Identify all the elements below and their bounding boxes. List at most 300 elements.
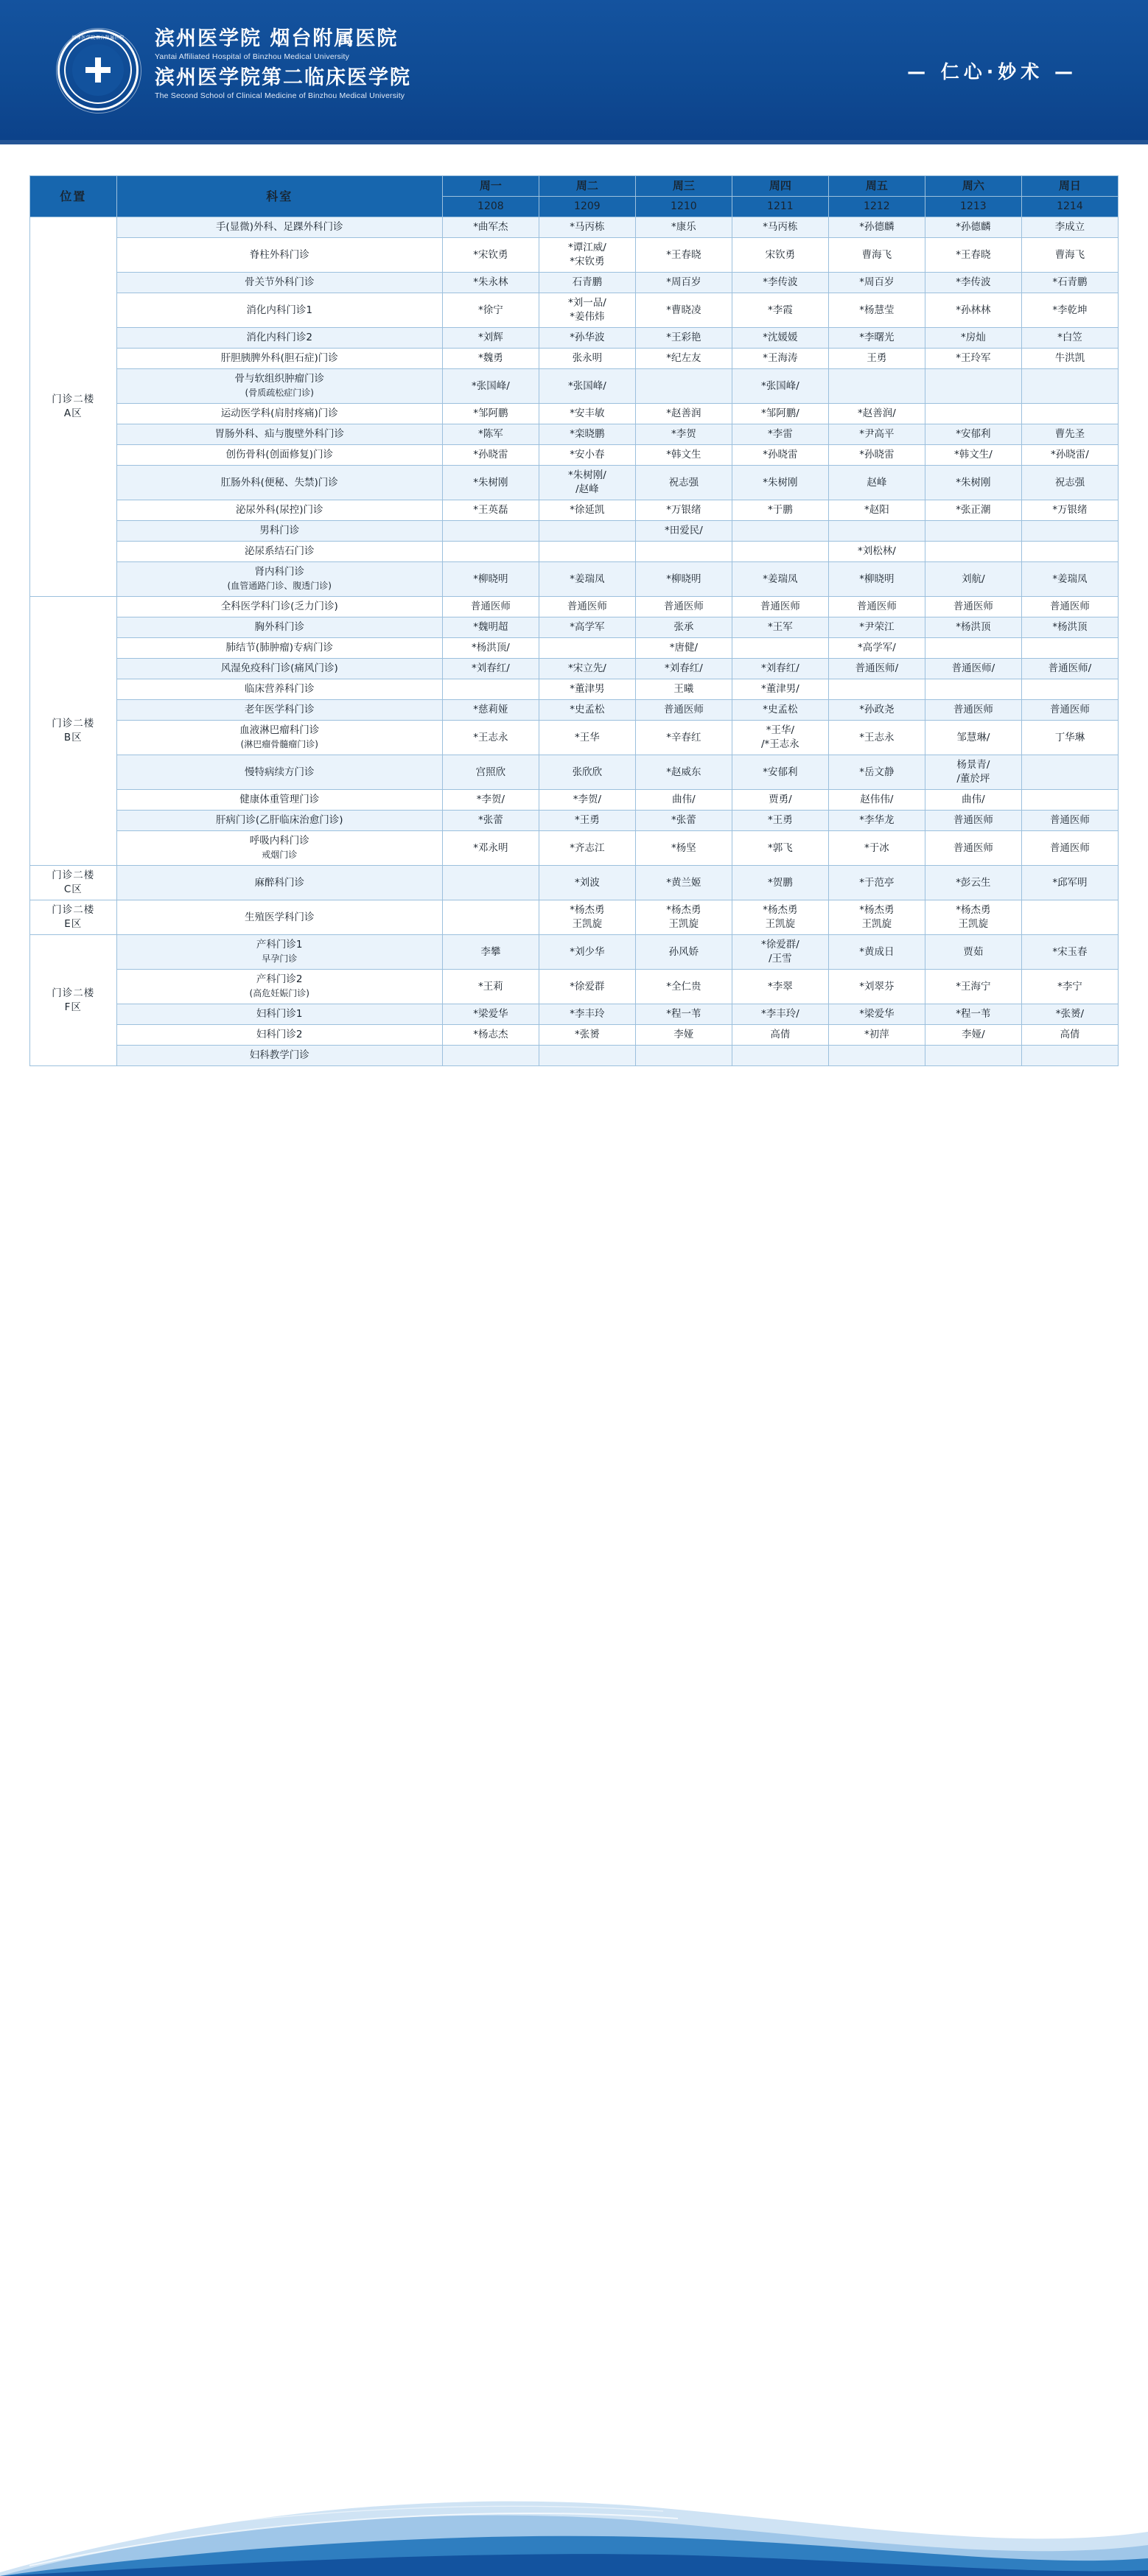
schedule-cell [828,369,925,404]
schedule-cell: *慈莉娅 [442,700,539,721]
schedule-cell: *安郁利 [732,755,828,790]
schedule-cell [1021,521,1118,542]
schedule-cell [539,542,635,562]
table-row [30,500,1119,521]
schedule-cell [1021,679,1118,700]
schedule-cell: *孙德麟 [828,217,925,238]
schedule-cell: *刘春红/ [635,659,732,679]
schedule-cell: *孙林林 [925,293,1021,328]
schedule-cell: *孙德麟 [925,217,1021,238]
header-day-6: 周日 [1021,176,1118,197]
table-row [30,617,1119,638]
schedule-cell [442,900,539,935]
schedule-cell: *杨志杰 [442,1025,539,1046]
schedule-cell: *孙政尧 [828,700,925,721]
schedule-cell: *赵威东 [635,755,732,790]
schedule-cell: 普通医师 [635,597,732,617]
schedule-cell: 李娅/ [925,1025,1021,1046]
department-name: 产科门诊1 早孕门诊 [116,935,442,970]
schedule-cell: *安丰敏 [539,404,635,424]
schedule-cell: *史孟松 [539,700,635,721]
department-name: 胸外科门诊 [116,617,442,638]
schedule-cell: *高学军 [539,617,635,638]
department-name: 慢特病续方门诊 [116,755,442,790]
schedule-cell [1021,369,1118,404]
department-name: 泌尿外科(尿控)门诊 [116,500,442,521]
schedule-cell: 普通医师/ [1021,659,1118,679]
schedule-cell: *贺鹏 [732,866,828,900]
schedule-cell: *杨杰勇 王凯旋 [635,900,732,935]
department-name: 风湿免疫科门诊(痛风门诊) [116,659,442,679]
zone-label: 门诊二楼 E区 [30,900,117,935]
header-date-5: 1213 [925,197,1021,217]
schedule-cell: *杨洪顶 [925,617,1021,638]
table-row [30,1025,1119,1046]
schedule-cell: *张赟 [539,1025,635,1046]
schedule-cell [925,638,1021,659]
schedule-cell: 曹先圣 [1021,424,1118,445]
schedule-cell: 普通医师 [1021,597,1118,617]
schedule-cell: *张蕾 [442,811,539,831]
schedule-cell: 刘航/ [925,562,1021,597]
schedule-cell: *王英磊 [442,500,539,521]
schedule-cell: 杨景青/ /董於坪 [925,755,1021,790]
schedule-cell: *王海宁 [925,970,1021,1004]
schedule-cell: 高倩 [732,1025,828,1046]
schedule-cell: *王玲军 [925,349,1021,369]
schedule-cell: *杨洪顶/ [442,638,539,659]
schedule-cell [732,638,828,659]
zone-label: 门诊二楼 A区 [30,217,117,597]
schedule-cell: *孙晓雷/ [1021,445,1118,466]
schedule-cell: 王曦 [635,679,732,700]
department-name: 妇科门诊1 [116,1004,442,1025]
schedule-cell: *梁爱华 [442,1004,539,1025]
schedule-cell: *董津男/ [732,679,828,700]
schedule-cell [442,542,539,562]
schedule-cell: 高倩 [1021,1025,1118,1046]
table-row [30,900,1119,935]
schedule-cell: *杨杰勇 王凯旋 [732,900,828,935]
schedule-cell: *王勇 [732,811,828,831]
schedule-cell: 普通医师/ [925,659,1021,679]
department-name: 肛肠外科(便秘、失禁)门诊 [116,466,442,500]
schedule-cell: 普通医师 [925,811,1021,831]
schedule-cell: *刘松林/ [828,542,925,562]
schedule-cell: *魏明超 [442,617,539,638]
department-name: 肝病门诊(乙肝临床治愈门诊) [116,811,442,831]
header-date-1: 1209 [539,197,635,217]
department-name: 消化内科门诊1 [116,293,442,328]
schedule-cell: *李传波 [925,273,1021,293]
department-name: 产科门诊2 (高危妊娠门诊) [116,970,442,1004]
schedule-cell: *张国峰/ [539,369,635,404]
schedule-cell: *王勇 [539,811,635,831]
table-row [30,328,1119,349]
schedule-cell: *刘波 [539,866,635,900]
schedule-cell: 普通医师 [442,597,539,617]
schedule-cell: *韩文生/ [925,445,1021,466]
schedule-cell: *刘辉 [442,328,539,349]
schedule-cell: *李翠 [732,970,828,1004]
department-name: 生殖医学科门诊 [116,900,442,935]
table-row [30,970,1119,1004]
schedule-cell: *程一苇 [635,1004,732,1025]
schedule-table [29,175,1119,1066]
schedule-cell: *李丰玲/ [732,1004,828,1025]
schedule-cell: *姜瑞凤 [1021,562,1118,597]
schedule-cell: *刘翠芬 [828,970,925,1004]
schedule-cell: 赵伟伟/ [828,790,925,811]
table-row [30,1004,1119,1025]
schedule-cell: 祝志强 [1021,466,1118,500]
department-name: 消化内科门诊2 [116,328,442,349]
schedule-cell [442,866,539,900]
schedule-cell: *李曙光 [828,328,925,349]
header-date-2: 1210 [635,197,732,217]
schedule-cell: *张正潮 [925,500,1021,521]
table-row [30,562,1119,597]
header-position: 位置 [30,176,117,217]
schedule-cell: *李宁 [1021,970,1118,1004]
table-row [30,659,1119,679]
department-name: 妇科门诊2 [116,1025,442,1046]
department-name: 血液淋巴瘤科门诊 (淋巴瘤骨髓瘤门诊) [116,721,442,755]
schedule-cell: *田爱民/ [635,521,732,542]
schedule-cell: 普通医师 [635,700,732,721]
table-row [30,638,1119,659]
schedule-cell: *李贺/ [539,790,635,811]
schedule-cell: 张永明 [539,349,635,369]
schedule-cell [732,1046,828,1066]
schedule-cell: 李攀 [442,935,539,970]
schedule-cell: *宋立先/ [539,659,635,679]
schedule-cell: *安小春 [539,445,635,466]
schedule-cell: *谭江威/ *宋钦勇 [539,238,635,273]
schedule-table-wrapper [0,144,1148,1066]
department-name: 手(显微)外科、足踝外科门诊 [116,217,442,238]
schedule-cell: *尹荣江 [828,617,925,638]
schedule-cell [539,521,635,542]
schedule-cell: 普通医师 [925,700,1021,721]
schedule-cell [1021,638,1118,659]
page-header [0,0,1148,144]
schedule-cell: *李丰玲 [539,1004,635,1025]
schedule-cell [925,369,1021,404]
schedule-cell [1021,755,1118,790]
schedule-cell [828,679,925,700]
schedule-cell: 贾茹 [925,935,1021,970]
department-name: 男科门诊 [116,521,442,542]
schedule-cell: 李成立 [1021,217,1118,238]
schedule-cell: *朱永林 [442,273,539,293]
schedule-cell: *万银绪 [635,500,732,521]
schedule-cell: *张蕾 [635,811,732,831]
schedule-cell: *刘春红/ [732,659,828,679]
table-row [30,811,1119,831]
schedule-cell: 孙风娇 [635,935,732,970]
schedule-cell: *赵阳 [828,500,925,521]
header-day-5: 周六 [925,176,1021,197]
schedule-cell: *李传波 [732,273,828,293]
schedule-cell: 普通医师 [828,597,925,617]
schedule-cell: *曹晓凌 [635,293,732,328]
schedule-cell: *彭云生 [925,866,1021,900]
schedule-cell: *张赟/ [1021,1004,1118,1025]
schedule-cell: 普通医师 [1021,811,1118,831]
department-name: 肝胆胰脾外科(胆石症)门诊 [116,349,442,369]
schedule-cell: *房灿 [925,328,1021,349]
header-date-0: 1208 [442,197,539,217]
department-name: 创伤骨科(创面修复)门诊 [116,445,442,466]
table-row [30,679,1119,700]
header-day-3: 周四 [732,176,828,197]
schedule-cell: *王军 [732,617,828,638]
schedule-cell [1021,404,1118,424]
schedule-cell: *程一苇 [925,1004,1021,1025]
footer-decoration [0,2421,1148,2576]
schedule-cell: 普通医师 [1021,700,1118,721]
table-head [30,176,1119,217]
schedule-cell: *杨坚 [635,831,732,866]
table-row [30,238,1119,273]
schedule-cell [1021,1046,1118,1066]
schedule-cell: *徐延凯 [539,500,635,521]
schedule-cell: *周百岁 [635,273,732,293]
schedule-cell [442,1046,539,1066]
schedule-cell: 石青鹏 [539,273,635,293]
schedule-cell: 曲伟/ [925,790,1021,811]
department-name: 脊柱外科门诊 [116,238,442,273]
schedule-cell: *杨杰勇 王凯旋 [539,900,635,935]
department-name: 麻醉科门诊 [116,866,442,900]
table-row [30,369,1119,404]
schedule-cell: *宋玉春 [1021,935,1118,970]
schedule-cell [635,1046,732,1066]
table-row [30,790,1119,811]
schedule-cell: *邹阿鹏/ [732,404,828,424]
header-day-2: 周三 [635,176,732,197]
table-row [30,866,1119,900]
department-name: 运动医学科(肩肘疼痛)门诊 [116,404,442,424]
schedule-cell: *尹高平 [828,424,925,445]
schedule-cell: *王华/ /*王志永 [732,721,828,755]
schedule-cell: *徐爱群 [539,970,635,1004]
schedule-cell: *李雷 [732,424,828,445]
schedule-cell: *李霞 [732,293,828,328]
schedule-cell [635,369,732,404]
schedule-cell [442,679,539,700]
schedule-cell: *纪左友 [635,349,732,369]
schedule-cell [539,638,635,659]
schedule-cell: *马丙栋 [539,217,635,238]
schedule-cell [925,521,1021,542]
schedule-cell: *王春晓 [635,238,732,273]
schedule-cell: *杨慧莹 [828,293,925,328]
department-name: 临床营养科门诊 [116,679,442,700]
table-row [30,755,1119,790]
table-row [30,349,1119,369]
schedule-cell: *黄兰姬 [635,866,732,900]
schedule-cell: *朱树刚 [925,466,1021,500]
schedule-cell: 李娅 [635,1025,732,1046]
department-name: 骨与软组织肿瘤门诊 (骨质疏松症门诊) [116,369,442,404]
schedule-cell [1021,900,1118,935]
schedule-cell: *邓永明 [442,831,539,866]
schedule-cell: 牛洪凯 [1021,349,1118,369]
schedule-cell: 张承 [635,617,732,638]
schedule-cell [635,542,732,562]
table-row [30,466,1119,500]
header-titles [155,27,411,102]
schedule-cell: 赵峰 [828,466,925,500]
schedule-cell: 邹慧琳/ [925,721,1021,755]
schedule-cell: *孙晓雷 [732,445,828,466]
schedule-cell [925,404,1021,424]
table-row [30,597,1119,617]
department-name: 骨关节外科门诊 [116,273,442,293]
schedule-cell: *孙晓雷 [828,445,925,466]
schedule-cell: *柳晓明 [442,562,539,597]
schedule-cell: *李乾坤 [1021,293,1118,328]
schedule-cell [1021,790,1118,811]
header-day-1: 周二 [539,176,635,197]
schedule-cell: *杨杰勇 王凯旋 [925,900,1021,935]
schedule-cell: *于范亭 [828,866,925,900]
table-row [30,404,1119,424]
schedule-cell: 祝志强 [635,466,732,500]
schedule-cell: *赵善润 [635,404,732,424]
schedule-cell: *史孟松 [732,700,828,721]
schedule-cell: *徐宁 [442,293,539,328]
schedule-cell: 曹海飞 [1021,238,1118,273]
department-name: 老年医学科门诊 [116,700,442,721]
schedule-cell: *万银绪 [1021,500,1118,521]
schedule-cell: *齐志江 [539,831,635,866]
zone-label: 门诊二楼 C区 [30,866,117,900]
schedule-cell: 宫照欣 [442,755,539,790]
schedule-cell: *王彩艳 [635,328,732,349]
schedule-cell: *柳晓明 [828,562,925,597]
schedule-cell: 普通医师/ [828,659,925,679]
schedule-cell: *曲军杰 [442,217,539,238]
hospital-name-en: Yantai Affiliated Hospital of Binzhou Medical University [155,52,350,61]
schedule-cell: 丁华琳 [1021,721,1118,755]
schedule-cell: 普通医师 [925,831,1021,866]
header-day-4: 周五 [828,176,925,197]
table-row [30,935,1119,970]
table-body [30,217,1119,1066]
schedule-cell: *郭飞 [732,831,828,866]
schedule-cell: *石青鹏 [1021,273,1118,293]
schedule-cell [925,542,1021,562]
header-department: 科室 [116,176,442,217]
department-name: 健康体重管理门诊 [116,790,442,811]
table-row [30,445,1119,466]
table-row [30,521,1119,542]
schedule-cell: *王华 [539,721,635,755]
header-date-6: 1214 [1021,197,1118,217]
schedule-cell: *刘少华 [539,935,635,970]
schedule-cell: 王勇 [828,349,925,369]
schedule-cell: *沈媛媛 [732,328,828,349]
schedule-cell: 普通医师 [539,597,635,617]
schedule-cell: *张国峰/ [732,369,828,404]
schedule-cell: *黄成日 [828,935,925,970]
hospital-logo-icon [57,29,139,111]
table-row [30,831,1119,866]
department-name: 胃肠外科、疝与腹壁外科门诊 [116,424,442,445]
schedule-cell: *王海涛 [732,349,828,369]
schedule-cell: *宋钦勇 [442,238,539,273]
schedule-cell: 曲伟/ [635,790,732,811]
schedule-cell: *栾晓鹏 [539,424,635,445]
schedule-cell: *杨洪顶 [1021,617,1118,638]
schedule-cell [732,542,828,562]
schedule-cell [1021,542,1118,562]
schedule-cell: 普通医师 [925,597,1021,617]
schedule-cell: *康乐 [635,217,732,238]
schedule-cell [925,679,1021,700]
schedule-cell: 张欣欣 [539,755,635,790]
department-name: 妇科教学门诊 [116,1046,442,1066]
department-name: 泌尿系结石门诊 [116,542,442,562]
schedule-cell: *于冰 [828,831,925,866]
header-date-3: 1211 [732,197,828,217]
schedule-cell: *李华龙 [828,811,925,831]
schedule-cell: *于鹏 [732,500,828,521]
schedule-cell: 贾勇/ [732,790,828,811]
schedule-cell: 普通医师 [1021,831,1118,866]
table-row [30,273,1119,293]
schedule-cell: *刘春红/ [442,659,539,679]
schedule-cell: *魏勇 [442,349,539,369]
schedule-cell: *韩文生 [635,445,732,466]
schedule-cell: *岳文静 [828,755,925,790]
logo-top-text: 滨州医学院烟台附属医院 [71,36,125,41]
schedule-cell: *白笠 [1021,328,1118,349]
schedule-cell: *王志永 [828,721,925,755]
schedule-cell: 宋钦勇 [732,238,828,273]
schedule-cell: *张国峰/ [442,369,539,404]
schedule-cell: *初萍 [828,1025,925,1046]
schedule-cell [828,1046,925,1066]
schedule-cell: *刘一品/ *姜伟炜 [539,293,635,328]
header-slogan: — 仁心·妙术 — [907,61,1077,83]
schedule-cell: *王志永 [442,721,539,755]
table-row [30,424,1119,445]
schedule-cell [925,1046,1021,1066]
schedule-cell: *邹阿鹏 [442,404,539,424]
zone-label: 门诊二楼 F区 [30,935,117,1066]
table-row [30,721,1119,755]
schedule-cell [828,521,925,542]
wave-graphic-icon [0,2421,1148,2576]
schedule-cell: *赵善润/ [828,404,925,424]
schedule-cell: *朱树刚 [442,466,539,500]
table-row [30,700,1119,721]
department-name: 全科医学科门诊(乏力门诊) [116,597,442,617]
schedule-cell: *朱树刚/ /赵峰 [539,466,635,500]
schedule-cell: *朱树刚 [732,466,828,500]
hospital-name-cn: 滨州医学院 烟台附属医院 [155,27,399,50]
department-name: 肾内科门诊 (血管通路门诊、腹透门诊) [116,562,442,597]
schedule-cell: *陈军 [442,424,539,445]
schedule-cell: *周百岁 [828,273,925,293]
school-name-en: The Second School of Clinical Medicine of Binzhou Medical University [155,91,405,100]
department-name: 呼吸内科门诊 戒烟门诊 [116,831,442,866]
schedule-cell: *全仁贵 [635,970,732,1004]
